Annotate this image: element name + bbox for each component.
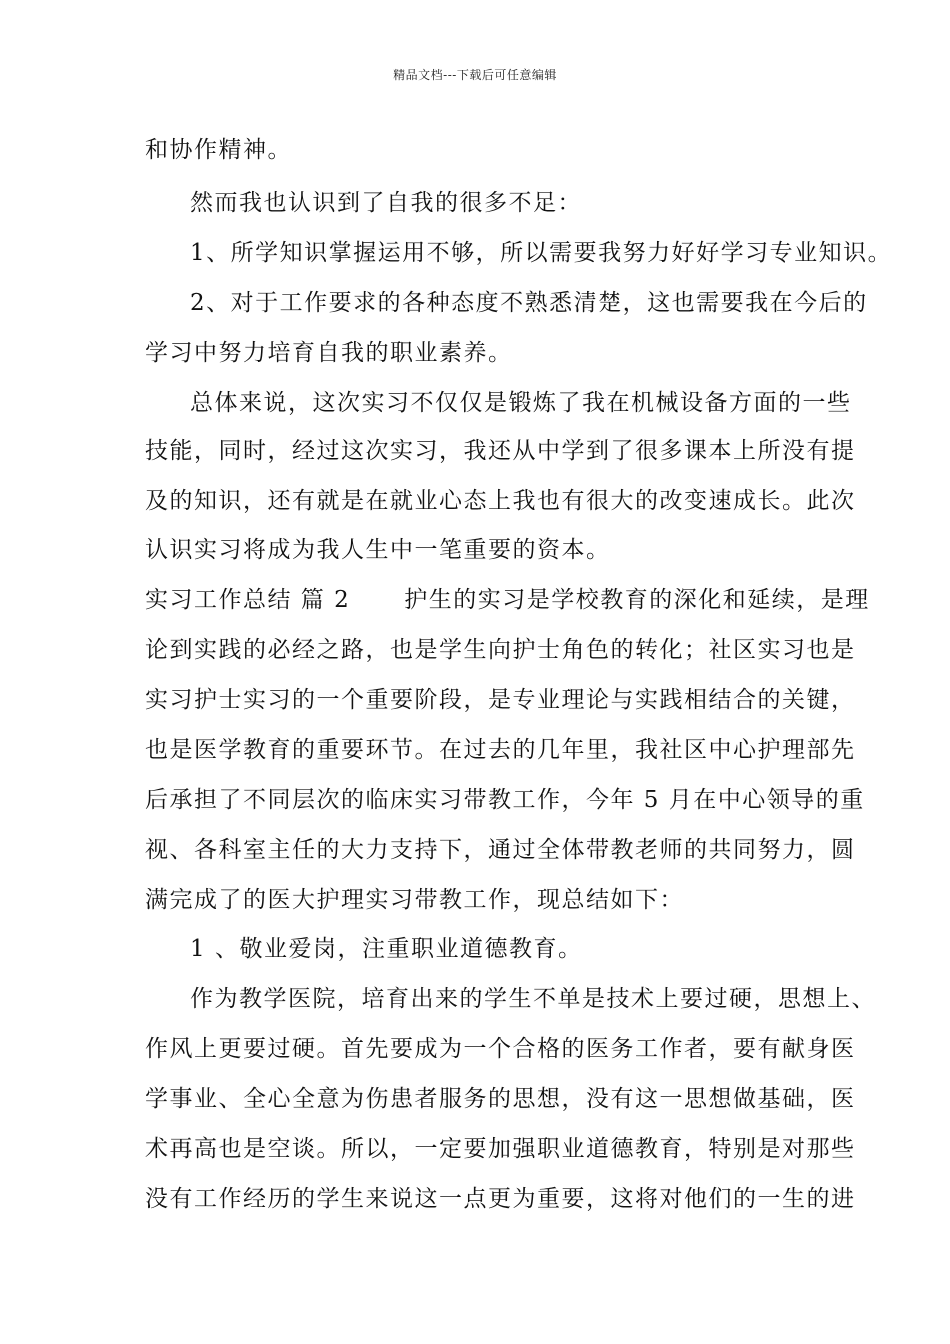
paragraph-line: 后承担了不同层次的临床实习带教工作，今年 5 月在中心领导的重: [145, 787, 865, 813]
paragraph-line: 术再高也是空谈。所以，一定要加强职业道德教育，特别是对那些: [145, 1136, 856, 1162]
section-title: 实习工作总结 篇 2: [145, 587, 351, 613]
paragraph-line: 然而我也认识到了自我的很多不足：: [190, 190, 582, 216]
paragraph-text: 护生的实习是学校教育的深化和延续，是理: [404, 587, 870, 613]
paragraph-line: 和协作精神。: [145, 137, 292, 163]
paragraph-line: 认识实习将成为我人生中一笔重要的资本。: [145, 537, 611, 563]
page-header: 精品文档---下载后可任意编辑: [393, 68, 557, 82]
paragraph-line: 没有工作经历的学生来说这一点更为重要，这将对他们的一生的进: [145, 1186, 856, 1212]
paragraph-line: 满完成了的医大护理实习带教工作，现总结如下：: [145, 887, 684, 913]
paragraph-line: 学习中努力培育自我的职业素养。: [145, 340, 513, 366]
section-title-line: [145, 586, 870, 614]
paragraph-line: 也是医学教育的重要环节。在过去的几年里，我社区中心护理部先: [145, 737, 856, 763]
paragraph-line: 视、各科室主任的大力支持下，通过全体带教老师的共同努力，圆: [145, 837, 856, 863]
list-heading: 1 、敬业爱岗，注重职业道德教育。: [190, 936, 583, 962]
paragraph-line: 作风上更要过硬。首先要成为一个合格的医务工作者，要有献身医: [145, 1036, 856, 1062]
paragraph-line: 及的知识，还有就是在就业心态上我也有很大的改变速成长。此次: [145, 488, 856, 514]
paragraph-line: 论到实践的必经之路，也是学生向护士角色的转化；社区实习也是: [145, 637, 856, 663]
paragraph-line: 2、对于工作要求的各种态度不熟悉清楚，这也需要我在今后的: [190, 290, 868, 316]
paragraph-line: 实习护士实习的一个重要阶段，是专业理论与实践相结合的关键，: [145, 687, 856, 713]
paragraph-line: 学事业、全心全意为伤患者服务的思想，没有这一思想做基础，医: [145, 1086, 856, 1112]
paragraph-line: 1、所学知识掌握运用不够，所以需要我努力好好学习专业知识。: [190, 240, 893, 266]
paragraph-line: 技能，同时，经过这次实习，我还从中学到了很多课本上所没有提: [145, 438, 856, 464]
paragraph-line: 作为教学医院，培育出来的学生不单是技术上要过硬，思想上、: [190, 986, 876, 1012]
paragraph-line: 总体来说，这次实习不仅仅是锻炼了我在机械设备方面的一些: [190, 390, 852, 416]
